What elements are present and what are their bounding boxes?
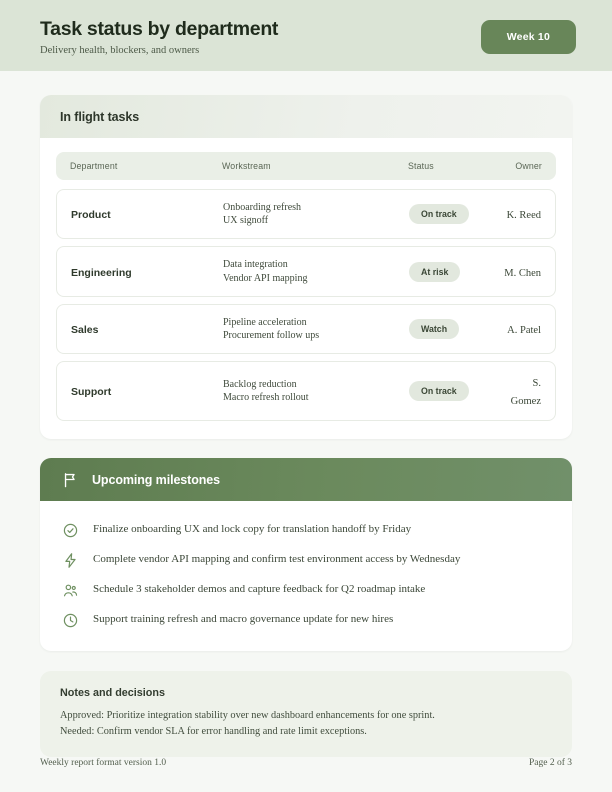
list-item[interactable] [62,605,550,635]
cell-status [409,381,501,401]
column-header-workstream: Workstream [222,161,271,171]
status-badge: Watch [409,319,459,339]
table-row[interactable] [56,189,556,239]
page-footer [40,758,572,768]
workstream-line: Macro refresh rollout [223,392,309,404]
table-header-row [56,152,556,180]
table-row[interactable] [56,246,556,296]
status-badge: On track [409,204,469,224]
cell-status [409,319,501,339]
footer-version-text: Weekly report format version 1.0 [40,758,167,768]
workstream-line: Procurement follow ups [223,329,320,341]
people-icon [62,582,79,599]
column-header-status: Status [408,161,434,171]
cell-owner [501,320,541,338]
tasks-table [40,138,572,439]
cell-department [71,320,223,338]
workstream-line: Pipeline acceleration [223,316,307,328]
page-subtitle: Delivery health, blockers, and owners [40,45,200,57]
owner-name: A. Patel [507,324,541,336]
header-text-group [40,16,278,58]
tasks-card-title: In flight tasks [60,110,140,124]
notes-line: Approved: Prioritize integration stability over new dashboard enhancements for one sprint. [60,710,435,722]
status-badge: On track [409,381,469,401]
department-name: Engineering [71,266,132,279]
notes-and-decisions-card [40,671,572,757]
list-item[interactable] [62,575,550,605]
cell-workstream [223,378,409,404]
upcoming-milestones-card [40,458,572,651]
cell-owner [501,205,541,223]
workstream-line: Data integration [223,259,288,271]
milestone-text: Finalize onboarding UX and lock copy for translation handoff by Friday [93,523,412,536]
cell-department [71,263,223,281]
table-row[interactable] [56,361,556,421]
flag-icon [62,471,79,488]
workstream-line: Backlog reduction [223,378,297,390]
department-name: Product [71,209,111,222]
cell-status [409,262,501,282]
milestone-text: Schedule 3 stakeholder demos and capture feedback for Q2 roadmap intake [93,583,426,596]
cell-workstream [223,258,409,284]
milestone-text: Complete vendor API mapping and confirm test environment access by Wednesday [93,553,461,566]
list-item[interactable] [62,545,550,575]
department-name: Sales [71,323,99,336]
notes-line: Needed: Confirm vendor SLA for error handling and rate limit exceptions. [60,725,367,737]
in-flight-tasks-card [40,95,572,439]
workstream-line: Vendor API mapping [223,272,308,284]
page-title: Task status by department [40,18,279,40]
column-header-department: Department [70,161,118,171]
workstream-line: Onboarding refresh [223,202,302,213]
table-row[interactable] [56,304,556,354]
milestones-card-title: Upcoming milestones [92,472,220,487]
owner-name: K. Reed [506,210,541,222]
list-item[interactable] [62,515,550,545]
milestone-text: Support training refresh and macro governance update for new hires [93,613,394,626]
department-name: Support [71,386,112,399]
clock-icon [62,612,79,629]
bolt-icon [62,552,79,569]
column-header-owner: Owner [515,161,542,171]
milestones-card-band [40,458,572,501]
cell-workstream [223,201,409,227]
cell-department [71,382,223,400]
page-header [0,0,612,71]
owner-name: S. Gomez [510,378,541,408]
week-badge[interactable]: Week 10 [481,20,576,54]
notes-title: Notes and decisions [60,687,165,700]
status-badge: At risk [409,262,460,282]
cell-department [71,205,223,223]
tasks-card-band [40,95,572,138]
cell-owner [501,373,541,409]
check-circle-icon [62,522,79,539]
cell-owner [501,263,541,281]
cell-status [409,204,501,224]
owner-name: M. Chen [504,267,541,279]
cell-workstream [223,316,409,342]
workstream-line: UX signoff [223,215,269,227]
footer-page-number: Page 2 of 3 [528,758,572,768]
milestones-list [40,501,572,651]
